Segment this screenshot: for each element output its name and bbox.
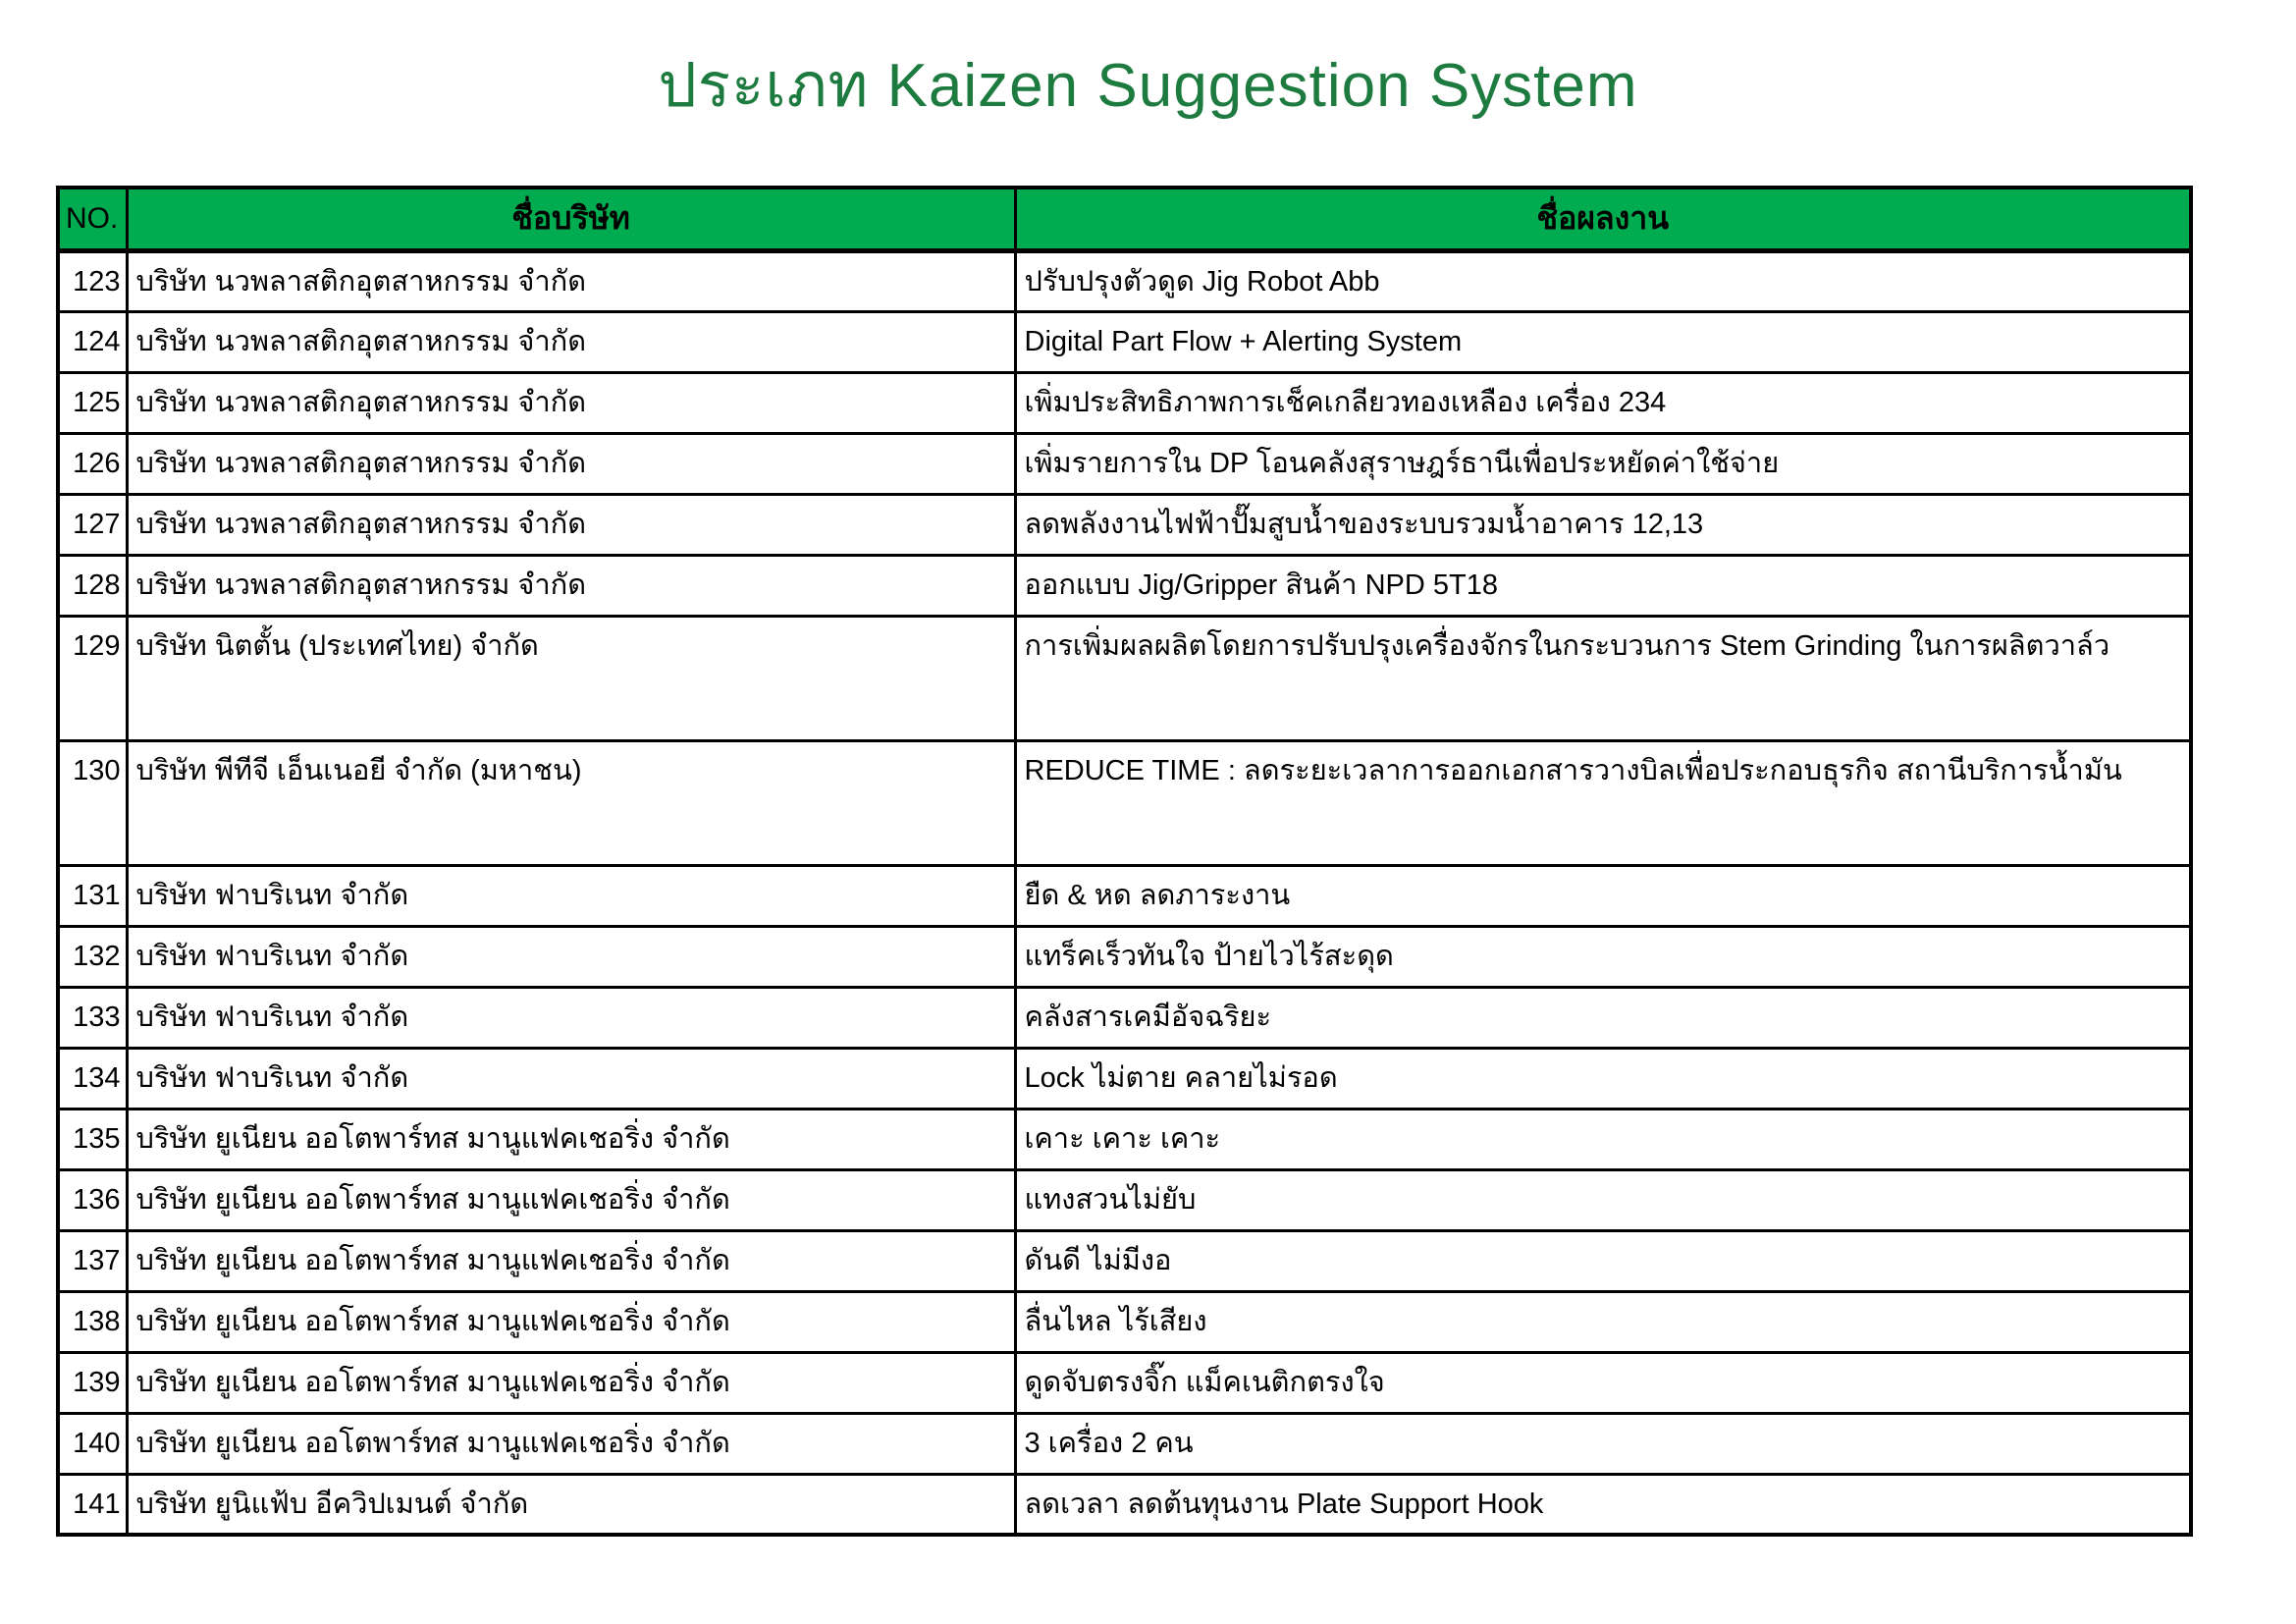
cell-work: Digital Part Flow + Alerting System <box>1015 311 2191 372</box>
cell-no: 126 <box>58 433 127 494</box>
cell-work: เคาะ เคาะ เคาะ <box>1015 1109 2191 1169</box>
cell-company: บริษัท นวพลาสติกอุตสาหกรรม จำกัด <box>127 372 1015 433</box>
cell-no: 125 <box>58 372 127 433</box>
page-title: ประเภท Kaizen Suggestion System <box>658 52 1638 120</box>
cell-work: ปรับปรุงตัวดูด Jig Robot Abb <box>1015 250 2191 311</box>
cell-no: 128 <box>58 555 127 616</box>
table-row <box>58 311 2191 372</box>
cell-no: 140 <box>58 1413 127 1474</box>
cell-company: บริษัท นวพลาสติกอุตสาหกรรม จำกัด <box>127 494 1015 555</box>
cell-work: การเพิ่มผลผลิตโดยการปรับปรุงเครื่องจักรในกระบวนการ Stem Grinding ในการผลิตวาล์ว <box>1015 616 2191 740</box>
cell-work: REDUCE TIME : ลดระยะเวลาการออกเอกสารวางบิลเพื่อประกอบธุรกิจ สถานีบริการน้ำมัน <box>1015 740 2191 865</box>
header-row <box>58 188 2191 250</box>
cell-work: 3 เครื่อง 2 คน <box>1015 1413 2191 1474</box>
cell-no: 127 <box>58 494 127 555</box>
cell-company: บริษัท ฟาบริเนท จำกัด <box>127 865 1015 926</box>
table-row <box>58 1048 2191 1109</box>
cell-work: ดูดจับตรงจิ๊ก แม็คเนติกตรงใจ <box>1015 1352 2191 1413</box>
cell-no: 141 <box>58 1474 127 1535</box>
cell-company: บริษัท ยูเนียน ออโตพาร์ทส มานูแฟคเชอริ่ง จำกัด <box>127 1109 1015 1169</box>
cell-company: บริษัท ฟาบริเนท จำกัด <box>127 1048 1015 1109</box>
column-header-company: ชื่อบริษัท <box>127 188 1015 250</box>
column-header-no: NO. <box>58 188 127 250</box>
cell-work: ยืด & หด ลดภาระงาน <box>1015 865 2191 926</box>
table-row <box>58 1352 2191 1413</box>
cell-work: เพิ่มประสิทธิภาพการเช็คเกลียวทองเหลือง เครื่อง 234 <box>1015 372 2191 433</box>
table-row <box>58 1230 2191 1291</box>
cell-company: บริษัท ยูเนียน ออโตพาร์ทส มานูแฟคเชอริ่ง จำกัด <box>127 1291 1015 1352</box>
cell-company: บริษัท พีทีจี เอ็นเนอยี จำกัด (มหาชน) <box>127 740 1015 865</box>
cell-work: ลดเวลา ลดต้นทุนงาน Plate Support Hook <box>1015 1474 2191 1535</box>
column-header-work: ชื่อผลงาน <box>1015 188 2191 250</box>
cell-no: 133 <box>58 987 127 1048</box>
table-row <box>58 1413 2191 1474</box>
table-row <box>58 616 2191 740</box>
cell-no: 137 <box>58 1230 127 1291</box>
cell-no: 135 <box>58 1109 127 1169</box>
kaizen-suggestion-table <box>56 186 2193 1537</box>
table-row <box>58 372 2191 433</box>
cell-work: ออกแบบ Jig/Gripper สินค้า NPD 5T18 <box>1015 555 2191 616</box>
cell-work: แทร็คเร็วทันใจ ป้ายไวไร้สะดุด <box>1015 926 2191 987</box>
table-row <box>58 494 2191 555</box>
table-row <box>58 433 2191 494</box>
cell-work: ลดพลังงานไฟฟ้าปั๊มสูบน้ำของระบบรวมน้ำอาคาร 12,13 <box>1015 494 2191 555</box>
cell-company: บริษัท ยูเนียน ออโตพาร์ทส มานูแฟคเชอริ่ง จำกัด <box>127 1352 1015 1413</box>
cell-no: 124 <box>58 311 127 372</box>
cell-company: บริษัท ยูเนียน ออโตพาร์ทส มานูแฟคเชอริ่ง จำกัด <box>127 1413 1015 1474</box>
cell-company: บริษัท นวพลาสติกอุตสาหกรรม จำกัด <box>127 555 1015 616</box>
cell-no: 136 <box>58 1169 127 1230</box>
cell-no: 131 <box>58 865 127 926</box>
cell-no: 134 <box>58 1048 127 1109</box>
table-row <box>58 1169 2191 1230</box>
cell-company: บริษัท ยูเนียน ออโตพาร์ทส มานูแฟคเชอริ่ง จำกัด <box>127 1169 1015 1230</box>
table-header <box>58 188 2191 250</box>
table-body <box>58 250 2191 1535</box>
table-row <box>58 1109 2191 1169</box>
cell-company: บริษัท นวพลาสติกอุตสาหกรรม จำกัด <box>127 311 1015 372</box>
cell-company: บริษัท ยูเนียน ออโตพาร์ทส มานูแฟคเชอริ่ง จำกัด <box>127 1230 1015 1291</box>
cell-work: แทงสวนไม่ยับ <box>1015 1169 2191 1230</box>
cell-no: 138 <box>58 1291 127 1352</box>
cell-no: 132 <box>58 926 127 987</box>
table-row <box>58 926 2191 987</box>
cell-no: 130 <box>58 740 127 865</box>
cell-no: 129 <box>58 616 127 740</box>
table-row <box>58 250 2191 311</box>
cell-work: เพิ่มรายการใน DP โอนคลังสุราษฎร์ธานีเพื่อประหยัดค่าใช้จ่าย <box>1015 433 2191 494</box>
cell-company: บริษัท นิตตั้น (ประเทศไทย) จำกัด <box>127 616 1015 740</box>
cell-company: บริษัท ฟาบริเนท จำกัด <box>127 987 1015 1048</box>
table-row <box>58 987 2191 1048</box>
table-row <box>58 1291 2191 1352</box>
cell-company: บริษัท ฟาบริเนท จำกัด <box>127 926 1015 987</box>
table-row <box>58 1474 2191 1535</box>
cell-company: บริษัท นวพลาสติกอุตสาหกรรม จำกัด <box>127 433 1015 494</box>
cell-company: บริษัท นวพลาสติกอุตสาหกรรม จำกัด <box>127 250 1015 311</box>
cell-company: บริษัท ยูนิแฟ้บ อีควิปเมนต์ จำกัด <box>127 1474 1015 1535</box>
table-row <box>58 740 2191 865</box>
table-row <box>58 865 2191 926</box>
cell-no: 139 <box>58 1352 127 1413</box>
cell-work: Lock ไม่ตาย คลายไม่รอด <box>1015 1048 2191 1109</box>
cell-no: 123 <box>58 250 127 311</box>
cell-work: ลื่นไหล ไร้เสียง <box>1015 1291 2191 1352</box>
cell-work: คลังสารเคมีอัจฉริยะ <box>1015 987 2191 1048</box>
cell-work: ดันดี ไม่มีงอ <box>1015 1230 2191 1291</box>
table-row <box>58 555 2191 616</box>
